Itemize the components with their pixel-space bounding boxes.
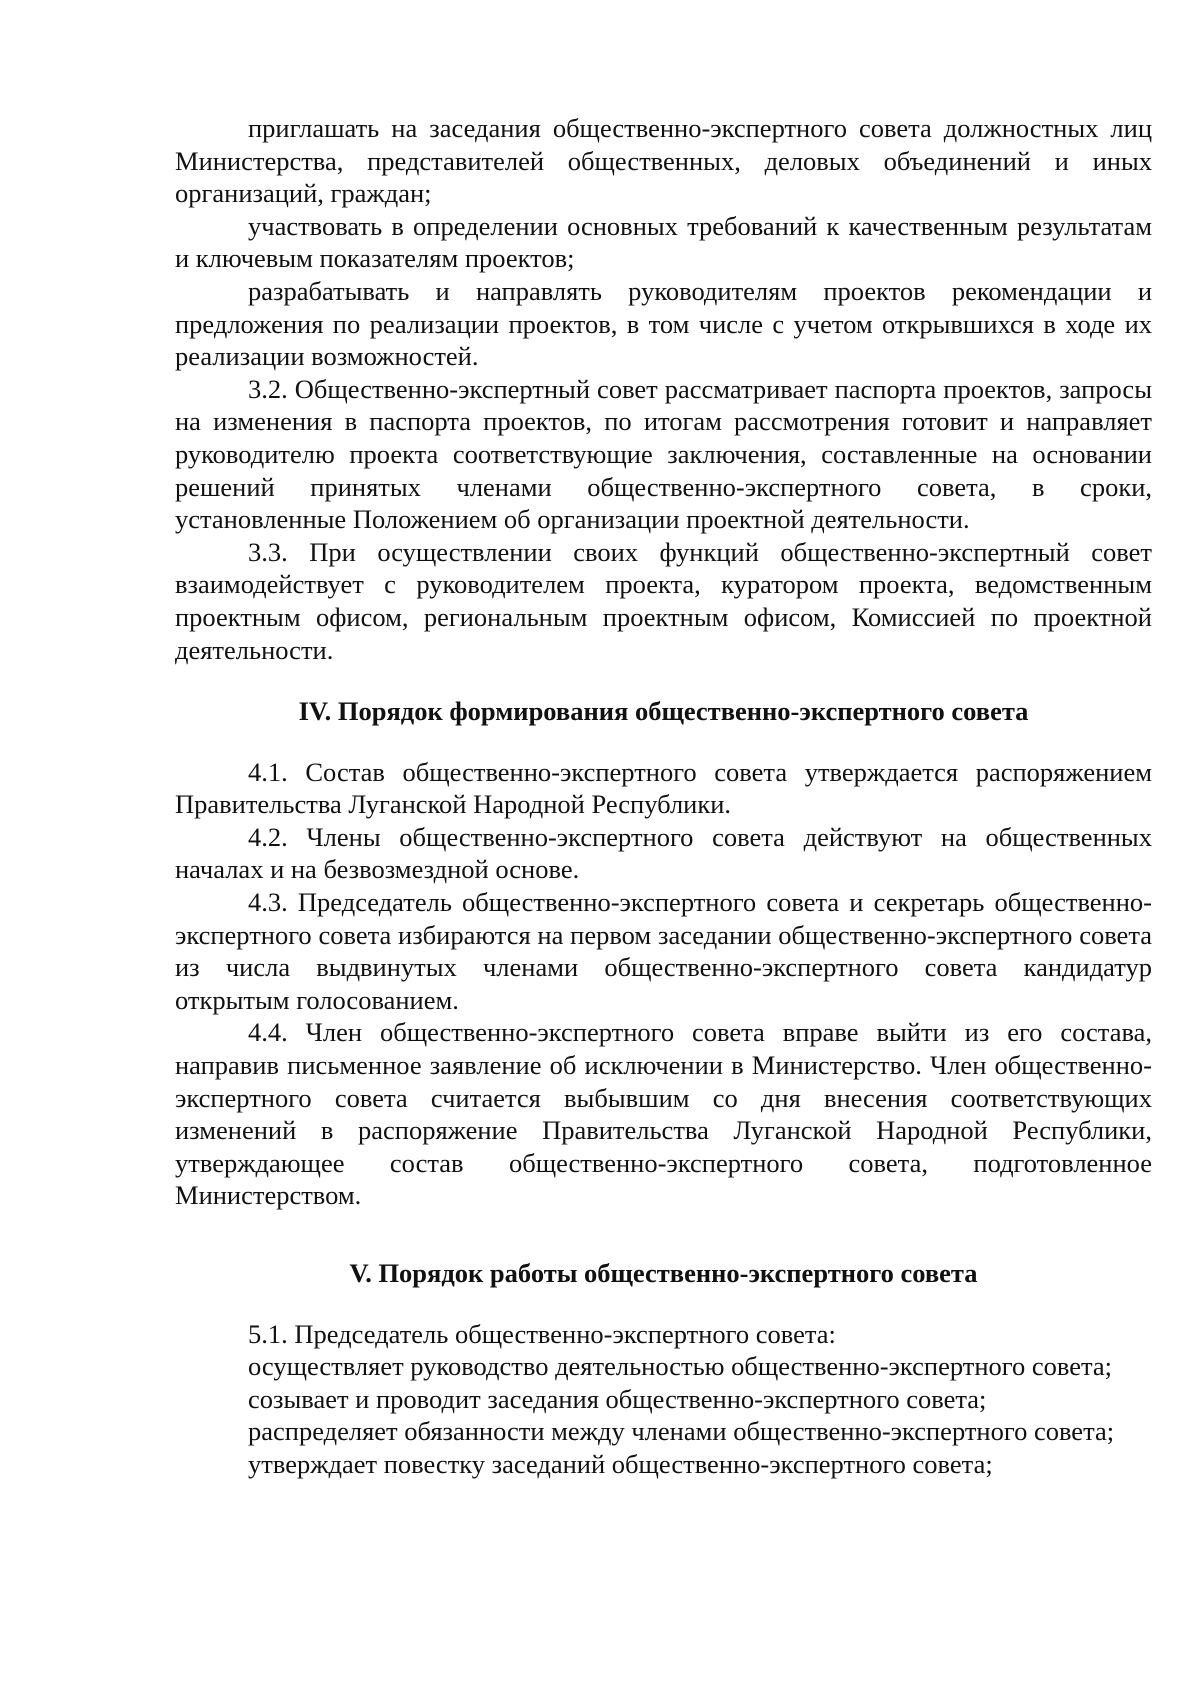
paragraph-4-1: 4.1. Состав общественно-экспертного совета утверждается распоряжением Правительства Луганской Народной Республики. [175,756,1152,820]
paragraph-distribute: распределяет обязанности между членами общественно-экспертного совета; [248,1416,1115,1447]
paragraph-5-1: 5.1. Председатель общественно-экспертного совета: [248,1318,836,1349]
paragraph-agenda: утверждает повестку заседаний общественно-экспертного совета; [248,1448,993,1479]
paragraph-leadership: осуществляет руководство деятельностью общественно-экспертного совета; [248,1351,1113,1382]
paragraph-develop: разрабатывать и направлять руководителям проектов рекомендации и предложения по реализации проектов, в том числе с учетом открывшихся в ходе их реализации возможностей. [175,275,1152,372]
paragraph-participate: участвовать в определении основных требований к качественным результатам и ключевым показателям проектов; [175,210,1152,274]
paragraph-4-2: 4.2. Члены общественно-экспертного совета действуют на общественных началах и на безвозмездной основе. [175,821,1152,885]
document-page [175,112,1152,1481]
paragraph-4-3: 4.3. Председатель общественно-экспертного совета и секретарь общественно-экспертного совета избираются на первом заседании общественно-экспертного совета из числа выдвинутых членами общественно-экспертного совета кандидатур открытым голосованием. [175,887,1152,1015]
paragraph-3-3: 3.3. При осуществлении своих функций общественно-экспертный совет взаимодействует с руководителем проекта, куратором проекта, ведомственным проектным офисом, региональным проектным офисом, Комиссией по проектной деятельности. [175,536,1152,665]
paragraph-invite: приглашать на заседания общественно-экспертного совета должностных лиц Министерства, представителей общественных, деловых объединений и иных организаций, граждан; [175,113,1152,209]
paragraph-4-4: 4.4. Член общественно-экспертного совета вправе выйти из его состава, направив письменное заявление об исключении в Министерство. Член общественно-экспертного совета считается выбывшим со дня внесения соответствующих изменений в распоряжение Правительства Луганской Народной Республики, утверждающее состав общественно-экспертного совета, подготовленное Министерством. [175,1017,1152,1211]
paragraph-3-2: 3.2. Общественно-экспертный совет рассматривает паспорта проектов, запросы на изменения в паспорта проектов, по итогам рассмотрения готовит и направляет руководителю проекта соответствующие заключения, составленные на основании решений принятых членами общественно-экспертного совета, в сроки, установленные Положением об организации проектной деятельности. [175,373,1152,535]
paragraph-convene: созывает и проводит заседания общественно-экспертного совета; [248,1383,987,1414]
section-heading-v: V. Порядок работы общественно-экспертного совета [349,1258,978,1288]
section-heading-iv: IV. Порядок формирования общественно-экспертного совета [298,696,1029,727]
